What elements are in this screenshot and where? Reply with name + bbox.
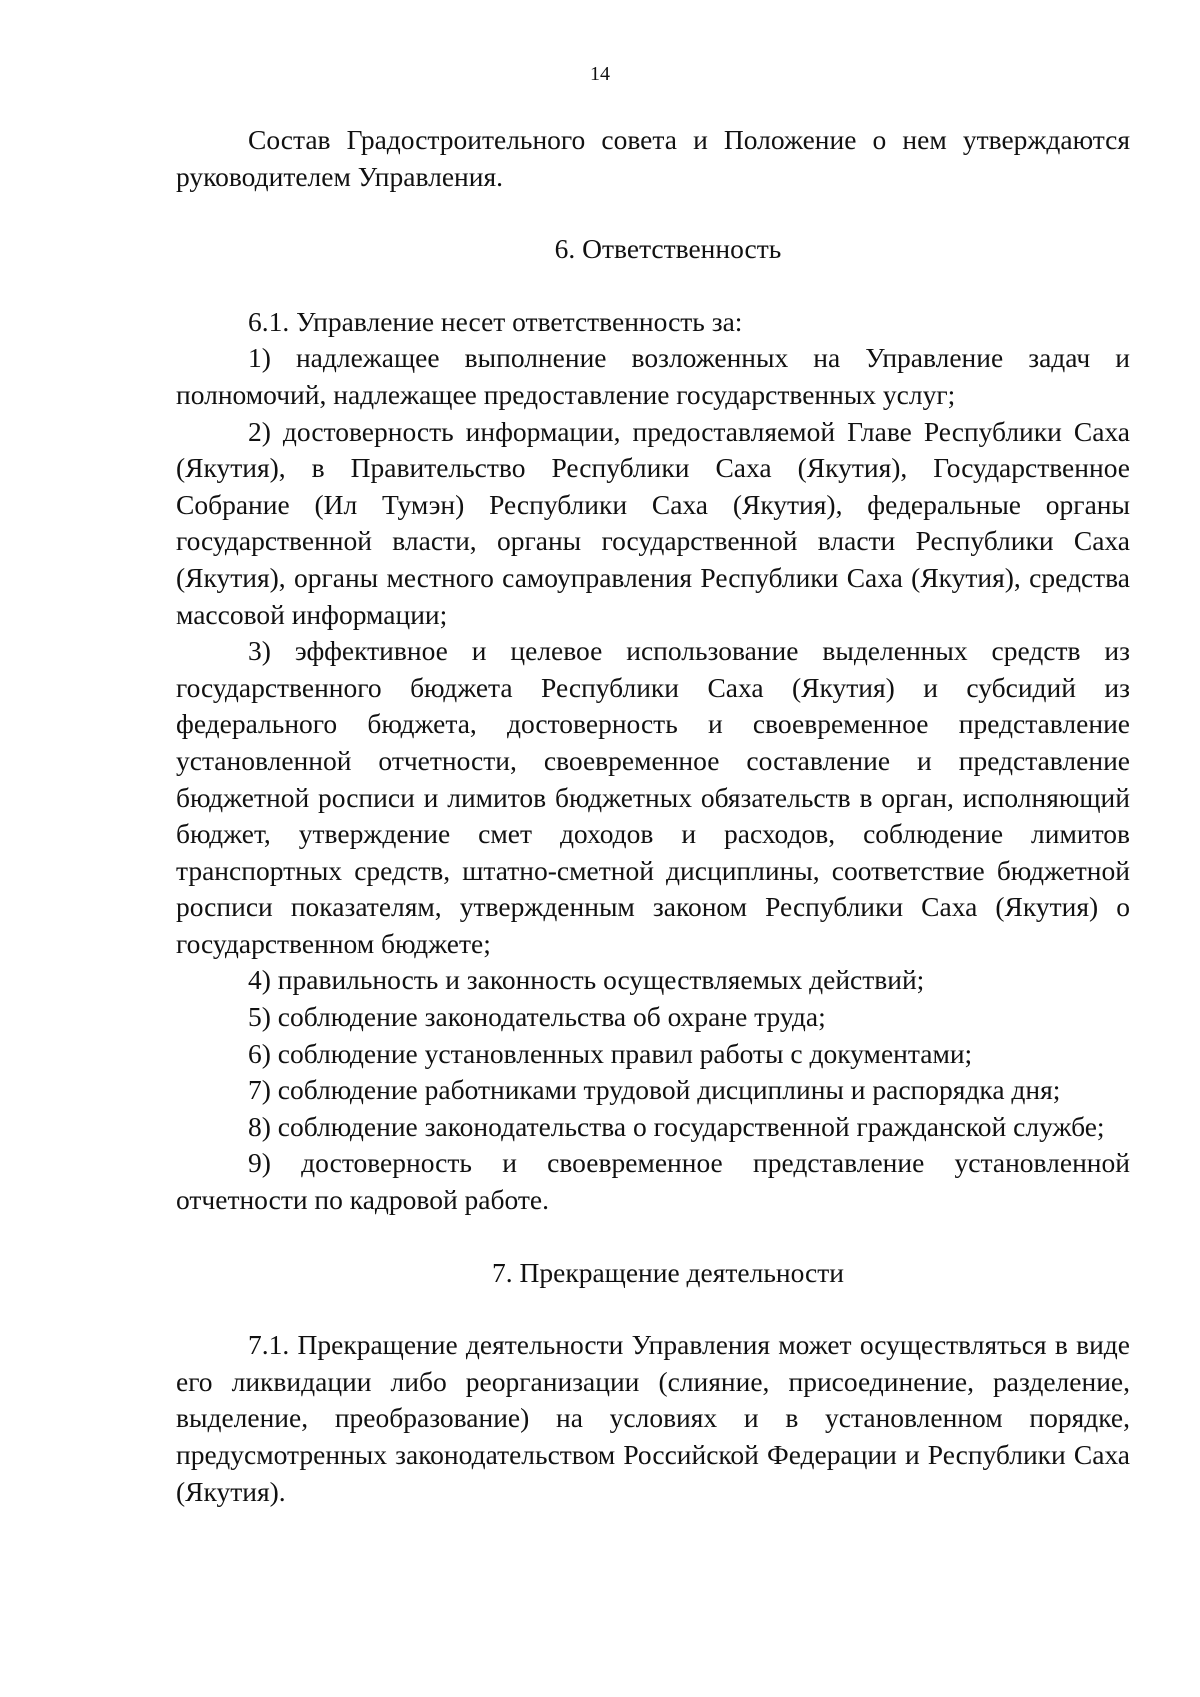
list-item-5: 5) соблюдение законодательства об охране труда; [248, 1001, 826, 1033]
section-7-paragraph: 7.1. Прекращение деятельности Управления может осуществляться в виде его ликвидации либо реорганизации (слияние, присоединение, разделение, выделение, преобразование) на условиях и в установленном порядке, предусмотренных законодательством Российской Федерации и Республики Саха (Якутия). [176, 1329, 1130, 1507]
list-item-3: 3) эффективное и целевое использование выделенных средств из государственного бюджета Республики Саха (Якутия) и субсидий из федерального бюджета, достоверность и своевременное представление установленной отчетности, своевременное составление и представление бюджетной росписи и лимитов бюджетных обязательств в орган, исполняющий бюджет, утверждение смет доходов и расходов, соблюдение лимитов транспортных средств, штатно-сметной дисциплины, соответствие бюджетной росписи показателям, утвержденным законом Республики Саха (Якутия) о государственном бюджете; [176, 635, 1130, 959]
list-item-4: 4) правильность и законность осуществляемых действий; [248, 964, 925, 996]
section-7-heading: 7. Прекращение деятельности [492, 1256, 844, 1288]
list-item-9: 9) достоверность и своевременное представление установленной отчетности по кадровой работе. [176, 1147, 1130, 1216]
intro-paragraph: Состав Градостроительного совета и Положение о нем утверждаются руководителем Управления. [176, 124, 1130, 192]
section-6-lead: 6.1. Управление несет ответственность за: [248, 305, 743, 337]
document-body [176, 122, 1130, 1510]
list-item-2: 2) достоверность информации, предоставляемой Главе Республики Саха (Якутия), в Правительство Республики Саха (Якутия), Государственное Собрание (Ил Тумэн) Республики Саха (Якутия), федеральные органы государственной власти, органы государственной власти Республики Саха (Якутия), органы местного самоуправления Республики Саха (Якутия), средства массовой информации; [176, 415, 1130, 630]
page-number: 14 [590, 63, 610, 85]
section-6-heading: 6. Ответственность [554, 233, 782, 265]
list-item-1: 1) надлежащее выполнение возложенных на Управление задач и полномочий, надлежащее предоставление государственных услуг; [176, 342, 1130, 410]
list-item-6: 6) соблюдение установленных правил работы с документами; [248, 1037, 973, 1069]
list-item-7: 7) соблюдение работниками трудовой дисциплины и распорядка дня; [248, 1074, 1061, 1106]
list-item-8: 8) соблюдение законодательства о государственной гражданской службе; [248, 1110, 1105, 1142]
